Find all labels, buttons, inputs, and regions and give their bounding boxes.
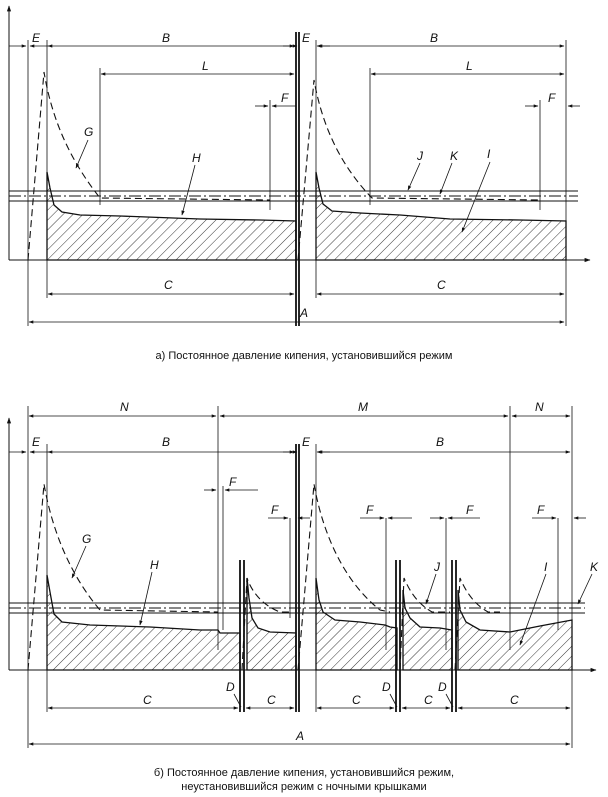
label-g: G	[82, 532, 92, 546]
label-e: E	[32, 31, 41, 45]
label-c: C	[424, 693, 433, 707]
leader-j	[408, 163, 420, 190]
label-n: N	[535, 400, 544, 414]
label-f: F	[229, 475, 237, 489]
label-h: H	[192, 151, 201, 165]
label-e: E	[302, 31, 311, 45]
hatched-area	[247, 578, 296, 670]
label-i: I	[544, 560, 548, 574]
label-b: B	[436, 435, 445, 449]
label-j: J	[417, 149, 423, 163]
label-h: H	[150, 558, 159, 572]
hatched-area-h	[47, 172, 296, 260]
label-f: F	[466, 503, 474, 517]
label-m: M	[358, 400, 368, 414]
hatched-area	[403, 590, 452, 670]
leader-g	[72, 546, 86, 578]
label-d: D	[438, 680, 447, 694]
label-g: G	[84, 125, 94, 139]
leader-h	[182, 165, 195, 215]
label-d: D	[382, 680, 391, 694]
label-f: F	[548, 91, 556, 105]
label-l: L	[466, 59, 473, 73]
label-f: F	[366, 503, 374, 517]
diagram-a	[9, 6, 590, 326]
leader-k	[578, 574, 592, 604]
caption-b-line1: б) Постоянное давление кипения, установившийся режим,	[153, 767, 455, 779]
label-c: C	[164, 278, 173, 292]
label-k: K	[590, 560, 599, 574]
label-f: F	[271, 503, 279, 517]
hatched-area	[316, 578, 397, 670]
diagram-b	[9, 400, 599, 748]
label-j: J	[434, 560, 440, 574]
label-c: C	[437, 278, 446, 292]
label-b: B	[162, 435, 171, 449]
label-i: I	[487, 147, 491, 161]
leader-h	[140, 572, 152, 625]
hatched-area-h	[47, 575, 240, 670]
label-d: D	[226, 680, 235, 694]
leader-g	[76, 140, 88, 168]
label-l: L	[202, 59, 209, 73]
caption-b-line2: неустановившийся режим с ночными крышками	[181, 781, 427, 793]
label-n: N	[120, 400, 129, 414]
label-b: B	[162, 31, 171, 45]
label-a: A	[296, 729, 305, 743]
label-f: F	[281, 91, 289, 105]
label-k: K	[450, 149, 459, 163]
label-c: C	[143, 693, 152, 707]
label-e: E	[302, 435, 311, 449]
label-a: A	[300, 306, 309, 320]
label-f: F	[537, 503, 545, 517]
label-e: E	[32, 435, 41, 449]
caption-a: а) Постоянное давление кипения, установившийся режим	[155, 350, 453, 362]
hatched-area-i	[458, 590, 572, 670]
label-c: C	[510, 693, 519, 707]
label-c: C	[267, 693, 276, 707]
leader-k	[440, 163, 452, 194]
label-c: C	[352, 693, 361, 707]
hatched-area-i	[316, 172, 566, 260]
leader-j	[426, 574, 436, 604]
label-b: B	[430, 31, 439, 45]
